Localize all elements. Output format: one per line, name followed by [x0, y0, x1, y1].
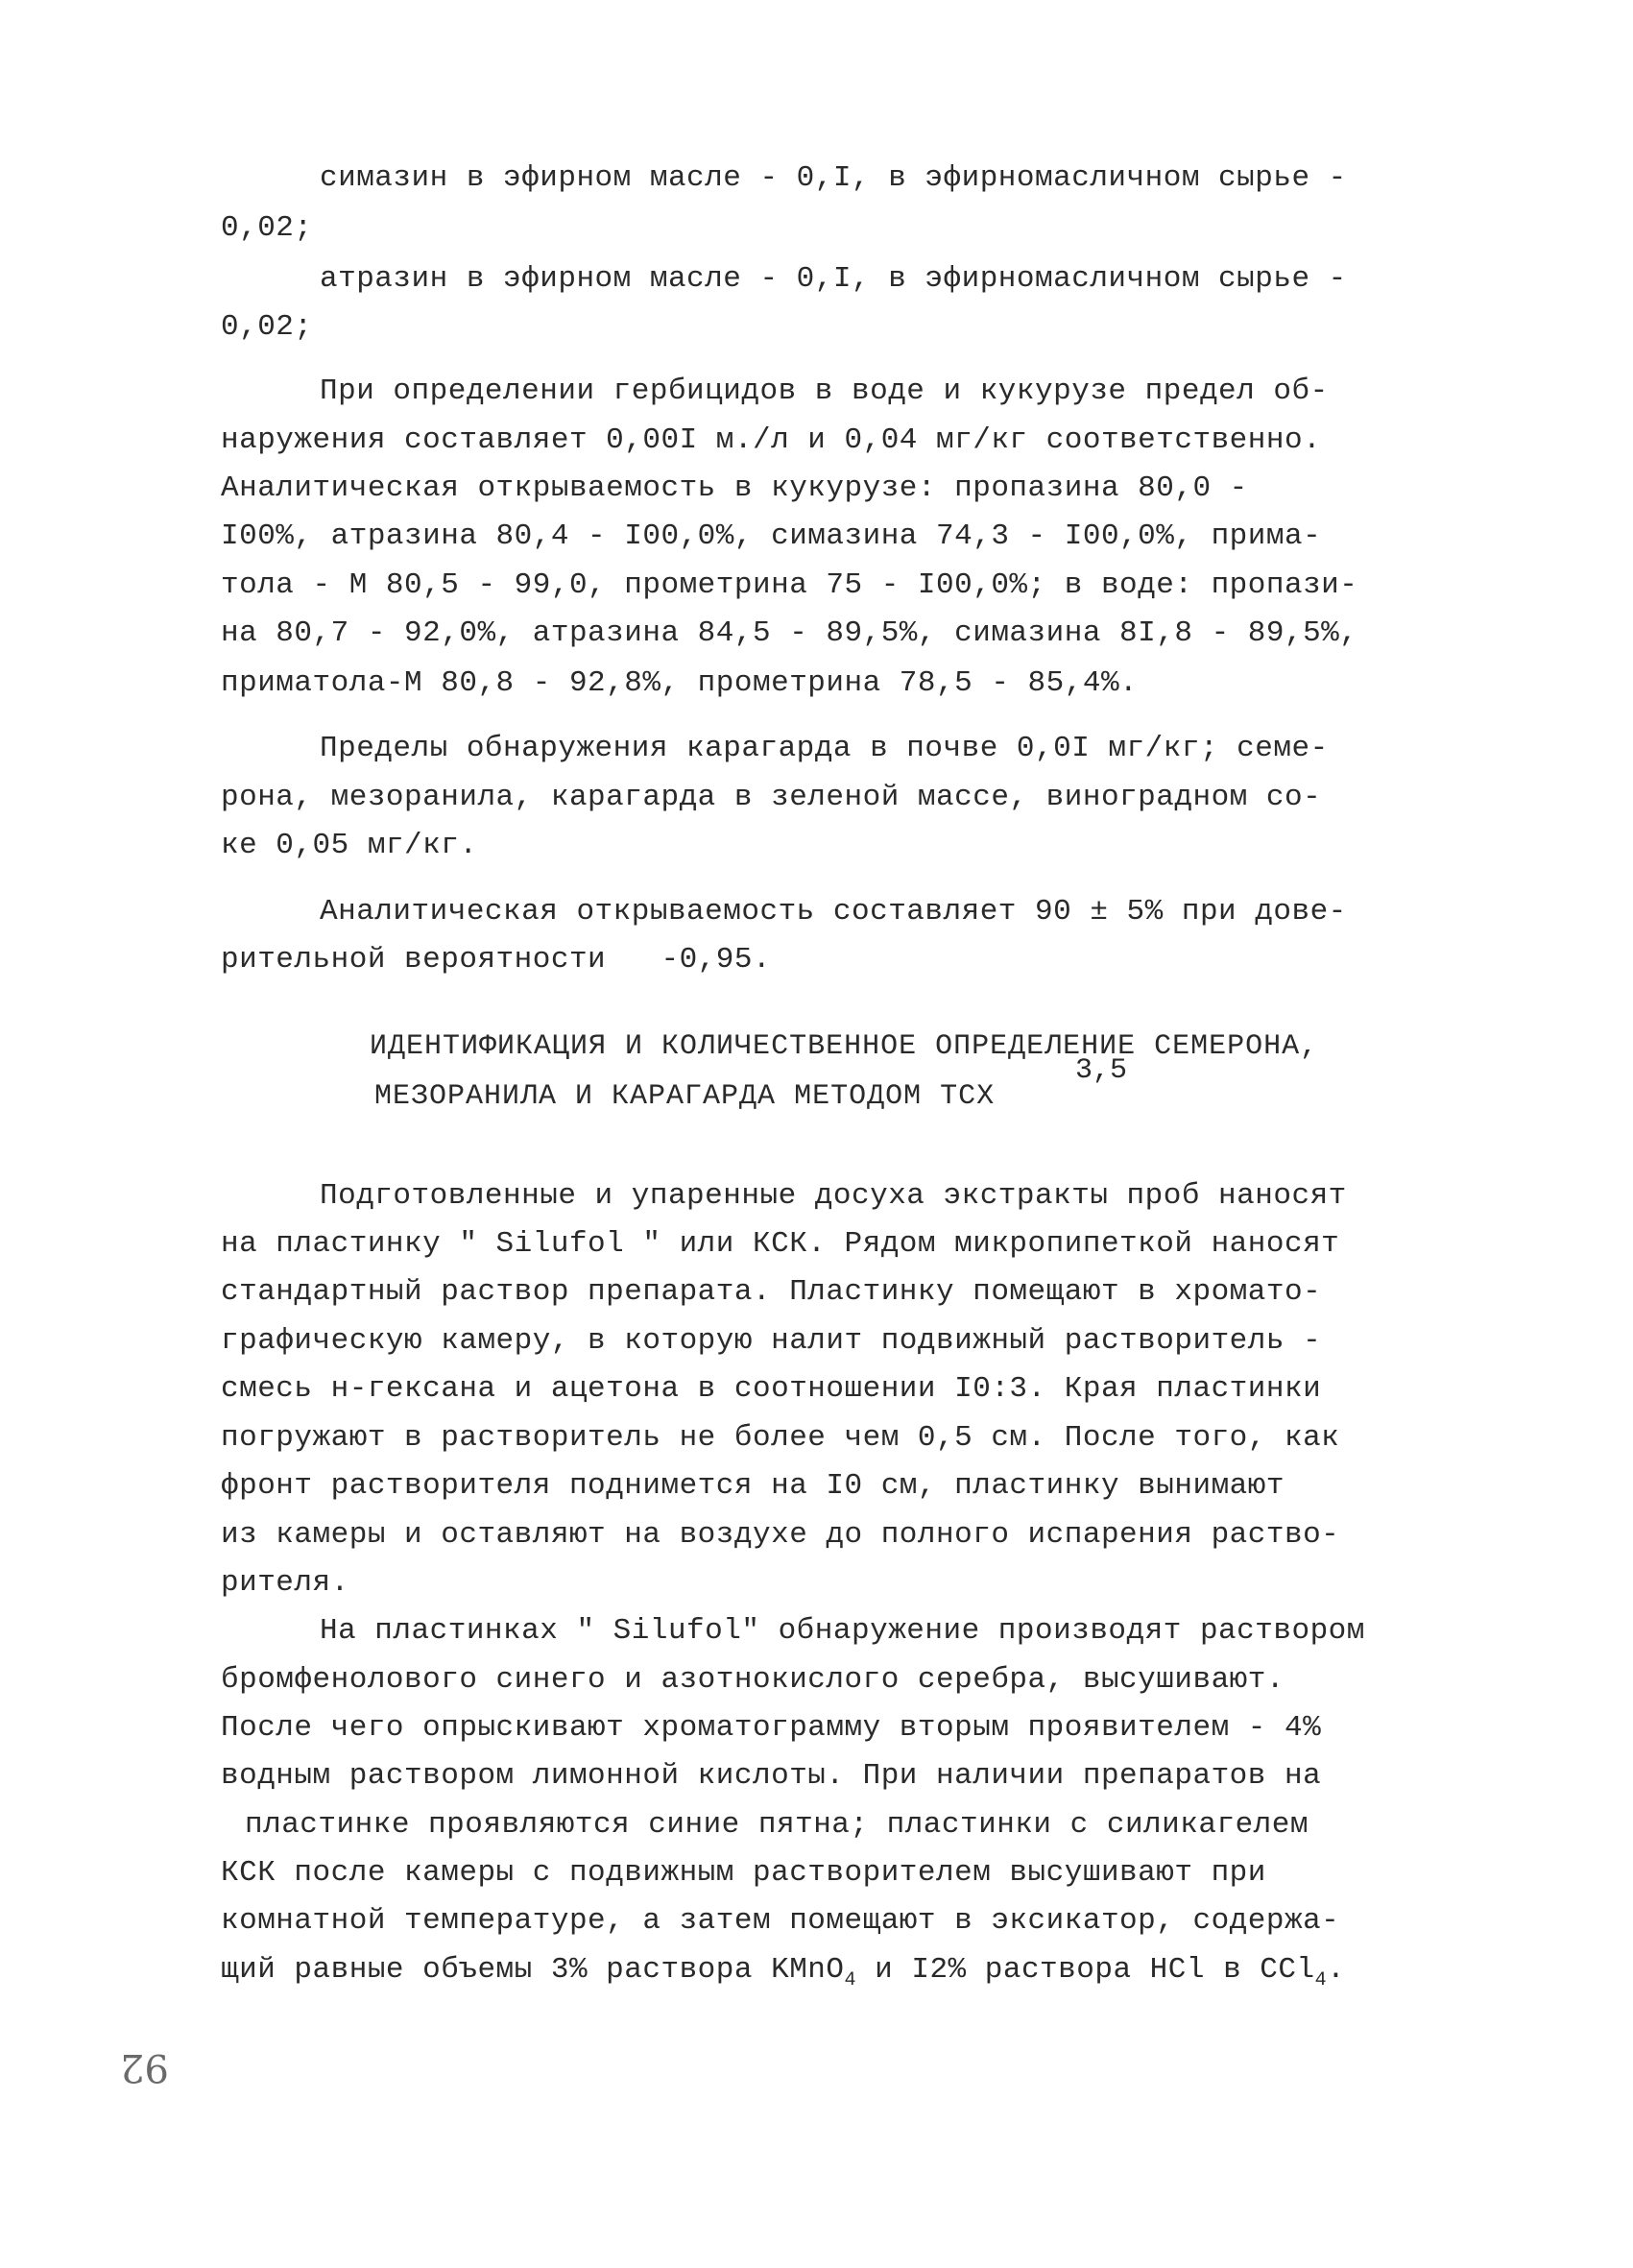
text-line: рона, мезоранила, карагарда в зеленой массе, виноградном со- [221, 781, 1322, 814]
text-line: тола - М 80,5 - 99,0, прометрина 75 - I00,0%; в воде: пропази- [221, 568, 1358, 602]
page-number: 92 [120, 2045, 169, 2089]
text-line: Аналитическая открываемость составляет 90 ± 5% при дове- [320, 895, 1347, 929]
text-line: наружения составляет 0,00I м./л и 0,04 мг/кг соответственно. [221, 423, 1322, 457]
text-line-with-formula [221, 1955, 1345, 1991]
text-line: атразин в эфирном масле - 0,I, в эфирномасличном сырье - [320, 262, 1347, 296]
text-line: I00%, атразина 80,4 - I00,0%, симазина 74,3 - I00,0%, прима- [221, 519, 1322, 553]
text-line: КСК после камеры с подвижным растворителем высушивают при [221, 1856, 1266, 1890]
text-line: водным раствором лимонной кислоты. При наличии препаратов на [221, 1759, 1322, 1793]
text-line: Аналитическая открываемость в кукурузе: пропазина 80,0 - [221, 471, 1248, 505]
text-line: приматола-М 80,8 - 92,8%, прометрина 78,5 - 85,4%. [221, 666, 1139, 700]
text-line: Подготовленные и упаренные досуха экстракты проб наносят [320, 1179, 1347, 1213]
text-line: Пределы обнаружения карагарда в почве 0,0I мг/кг; семе- [320, 732, 1329, 765]
text-line: 0,02; [221, 211, 313, 245]
text-line: На пластинках " Silufol" обнаружение производят раствором [320, 1614, 1365, 1648]
text-line: ке 0,05 мг/кг. [221, 829, 478, 862]
text-fragment: щий равные объемы 3% раствора KMnO [221, 1953, 845, 1987]
text-line: комнатной температуре, а затем помещают в эксикатор, содержа- [221, 1904, 1340, 1938]
text-line: фронт растворителя поднимется на I0 см, пластинку вынимают [221, 1469, 1285, 1503]
text-line: бромфенолового синего и азотнокислого серебра, высушивают. [221, 1663, 1285, 1697]
text-line: из камеры и оставляют на воздухе до полного испарения раство- [221, 1518, 1340, 1552]
text-line: пластинке проявляются синие пятна; пластинки с силикагелем [245, 1808, 1309, 1842]
text-line: на пластинку " Silufol " или КСК. Рядом микропипеткой наносят [221, 1227, 1340, 1261]
formula-subscript: 4 [844, 1969, 857, 1991]
section-heading: ИДЕНТИФИКАЦИЯ И КОЛИЧЕСТВЕННОЕ ОПРЕДЕЛЕНИЕ СЕМЕРОНА, [370, 1030, 1319, 1063]
text-line: рительной вероятности -0,95. [221, 943, 772, 977]
text-line: рителя. [221, 1566, 349, 1600]
text-line: симазин в эфирном масле - 0,I, в эфирномасличном сырье - [320, 161, 1347, 195]
text-line: 0,02; [221, 310, 313, 344]
section-heading: МЕЗОРАНИЛА И КАРАГАРДА МЕТОДОМ ТСХ [374, 1080, 996, 1113]
text-line: При определении гербицидов в воде и кукурузе предел об- [320, 374, 1329, 408]
text-line: смесь н-гексана и ацетона в соотношении I0:3. Края пластинки [221, 1372, 1322, 1406]
formula-subscript: 4 [1314, 1969, 1328, 1991]
text-line: стандартный раствор препарата. Пластинку помещают в хромато- [221, 1275, 1322, 1309]
text-line: на 80,7 - 92,0%, атразина 84,5 - 89,5%, симазина 8I,8 - 89,5%, [221, 616, 1358, 650]
text-line: После чего опрыскивают хроматограмму вторым проявителем - 4% [221, 1711, 1322, 1745]
text-fragment: . [1327, 1953, 1346, 1987]
text-line: графическую камеру, в которую налит подвижный растворитель - [221, 1324, 1322, 1358]
text-line: погружают в растворитель не более чем 0,5 см. После того, как [221, 1421, 1340, 1455]
heading-reference-superscript: 3,5 [1075, 1054, 1128, 1087]
text-fragment: и I2% раствора HCl в CCl [856, 1953, 1315, 1987]
